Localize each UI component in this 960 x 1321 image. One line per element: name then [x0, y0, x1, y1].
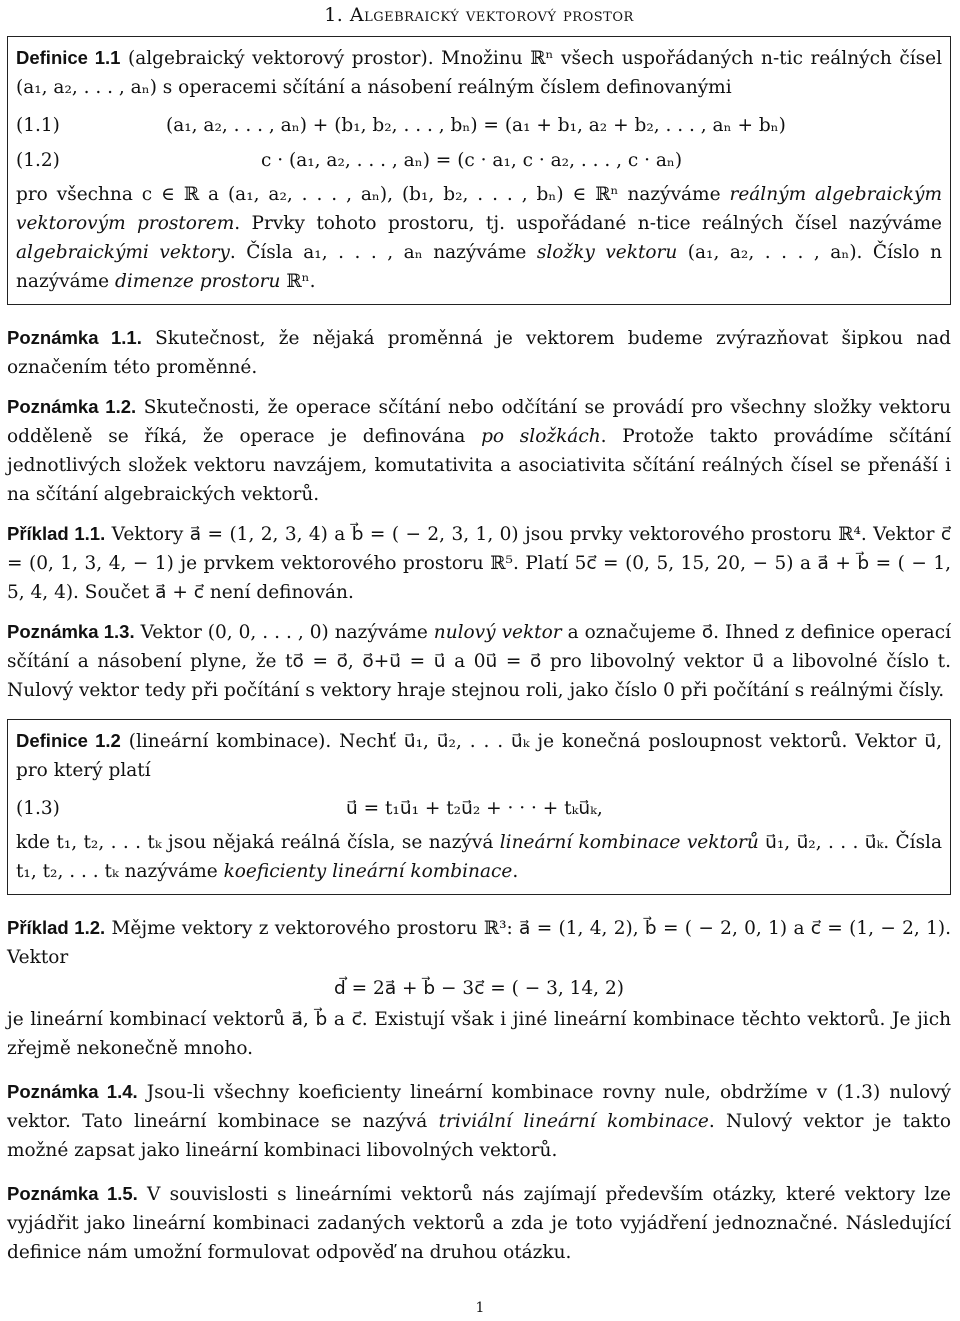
example-1-2-equation: d⃗ = 2a⃗ + b⃗ − 3c⃗ = ( − 3, 14, 2) — [334, 978, 624, 999]
chapter-header: 1. Algebraický vektorový prostor — [324, 4, 634, 26]
equation-number: (1.3) — [16, 798, 60, 819]
definition-label: Definice 1.1 — [16, 47, 121, 68]
document-page — [7, 0, 951, 1267]
equation-1-1: (1.1) (a₁, a₂, . . . , aₙ) + (b₁, b₂, . . . , bₙ) = (a₁ + b₁, a₂ + b₂, . . . , aₙ + bₙ) — [16, 110, 942, 141]
definition-1-1-intro: Definice 1.1 (algebraický vektorový prostor). Množinu ℝⁿ všech uspořádaných n-tic reálných čísel (a₁, a₂, . . . , aₙ) s operacemi sčítání a násobení reálným číslem definovanými — [16, 47, 943, 98]
definition-1-2-intro: Definice 1.2 (lineární kombinace). Nechť u⃗₁, u⃗₂, . . . u⃗ₖ je konečná posloupnost vektorů. Vektor u⃗, pro který platí — [16, 730, 943, 781]
example-1-1: Příklad 1.1. Vektory a⃗ = (1, 2, 3, 4) a b⃗ = ( − 2, 3, 1, 0) jsou prvky vektorového prostoru ℝ⁴. Vektor c⃗ = (0, 1, 3, 4, − 1) je prvkem vektorového prostoru ℝ⁵. Platí 5c⃗ = (0, 5, 15, 20, − 5) a a⃗ + b⃗ = ( − 1, 5, 4, 4). Součet a⃗ + c⃗ není definován. — [7, 523, 952, 603]
definition-1-2-box — [7, 719, 951, 895]
remark-1-2: Poznámka 1.2. Skutečnosti, že operace sčítání nebo odčítání se provádí pro všechny složky vektoru odděleně se říká, že operace je definována po složkách. Protože takto provádíme sčítání jednotlivých složek vektoru navzájem, komutativita a asociativita sčítání reálných čísel se přenáší i na sčítání algebraických vektorů. — [7, 396, 951, 505]
equation-number: (1.2) — [16, 150, 60, 171]
definition-1-2-text: kde t₁, t₂, . . . tₖ jsou nějaká reálná čísla, se nazývá lineární kombinace vektorů u⃗₁, u⃗₂, . . . u⃗ₖ. Čísla t₁, t₂, . . . tₖ nazýváme koeficienty lineární kombinace. — [16, 832, 943, 882]
remark-1-1: Poznámka 1.1. Skutečnost, že nějaká proměnná je vektorem budeme zvýrazňovat šipkou nad označením této proměnné. — [7, 327, 951, 378]
remark-1-5: Poznámka 1.5. V souvislosti s lineárními vektorů nás zajímají především otázky, které vektory lze vyjádřit jako lineární kombinaci zadaných vektorů a zda je toto vyjádření jednoznačné. Následující definice nám umožní formulovat odpověď na druhou otázku. — [7, 1183, 951, 1263]
equation-number: (1.1) — [16, 115, 60, 136]
equation-1-2: (1.2) c · (a₁, a₂, . . . , aₙ) = (c · a₁, c · a₂, . . . , c · aₙ) — [16, 145, 942, 176]
definition-1-1-box — [7, 36, 951, 305]
definition-1-1-text: pro všechna c ∈ ℝ a (a₁, a₂, . . . , aₙ), (b₁, b₂, . . . , bₙ) ∈ ℝⁿ nazýváme reálným algebraickým vektorovým prostorem. Prvky tohoto prostoru, tj. uspořádané n-tice reálných čísel nazýváme algebraickými vektory. Čísla a₁, . . . , aₙ nazýváme složky vektoru (a₁, a₂, . . . , aₙ). Číslo n nazýváme dimenze prostoru ℝⁿ. — [16, 184, 942, 292]
page-number: 1 — [475, 1300, 485, 1316]
example-1-2: Příklad 1.2. Mějme vektory z vektorového prostoru ℝ³: a⃗ = (1, 4, 2), b⃗ = ( − 2, 0, 1) a c⃗ = (1, − 2, 1). Vektor — [7, 917, 951, 968]
equation-1-3: (1.3) u⃗ = t₁u⃗₁ + t₂u⃗₂ + · · · + tₖu⃗ₖ, — [16, 793, 942, 824]
remark-1-4: Poznámka 1.4. Jsou-li všechny koeficienty lineární kombinace rovny nule, obdržíme v (1.3) nulový vektor. Tato lineární kombinace se nazývá triviální lineární kombinace. Nulový vektor je takto možné zapsat jako lineární kombinaci libovolných vektorů. — [7, 1081, 951, 1161]
remark-1-3: Poznámka 1.3. Vektor (0, 0, . . . , 0) nazýváme nulový vektor a označujeme o⃗. Ihned z definice operací sčítání a násobení plyne, že to⃗ = o⃗, o⃗+u⃗ = u⃗ a 0u⃗ = o⃗ pro libovolný vektor u⃗ a libovolné číslo t. Nulový vektor tedy při počítání s vektory hraje stejnou roli, jako číslo 0 při počítání s reálnými čísly. — [7, 621, 951, 701]
example-1-2-text: je lineární kombinací vektorů a⃗, b⃗ a c⃗. Existují však i jiné lineární kombinace těchto vektorů. Je jich zřejmě nekonečně mnoho. — [7, 1009, 951, 1059]
